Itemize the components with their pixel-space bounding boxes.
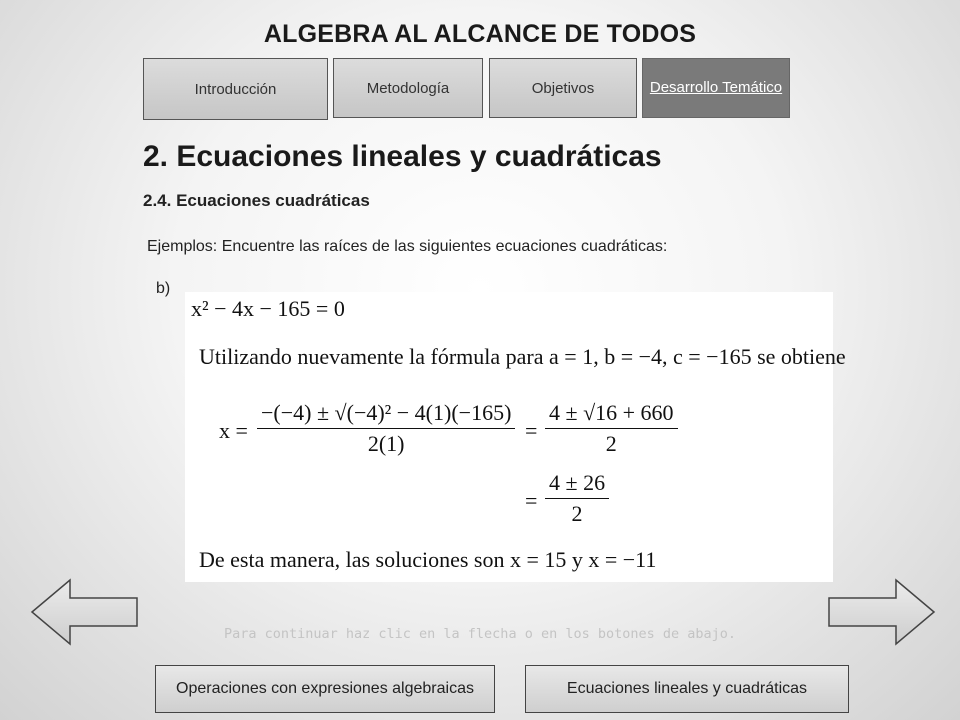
tab-introduccion[interactable]: Introducción [143, 58, 328, 120]
equals-sign: = [525, 488, 538, 513]
fraction-numerator: 4 ± √16 + 660 [549, 400, 674, 425]
tab-metodologia[interactable]: Metodología [333, 58, 483, 118]
page-title: ALGEBRA AL ALCANCE DE TODOS [263, 20, 697, 48]
fraction-numerator: −(−4) ± √(−4)² − 4(1)(−165) [261, 400, 512, 425]
fraction-result [545, 470, 609, 527]
quadratic-equation: x² − 4x − 165 = 0 [191, 296, 345, 321]
section-subheading: 2.4. Ecuaciones cuadráticas [143, 191, 370, 210]
prev-topic-button[interactable]: Operaciones con expresiones algebraicas [155, 665, 495, 713]
math-solution-panel [185, 292, 846, 582]
fraction-quadratic-formula [257, 400, 515, 457]
item-label: b) [156, 280, 171, 297]
fraction-denominator: 2 [605, 431, 617, 456]
solutions-statement: De esta manera, las soluciones son x = 15 y x = −11 [199, 547, 657, 572]
fraction-numerator: 4 ± 26 [549, 470, 606, 495]
formula-statement: Utilizando nuevamente la fórmula para a = 1, b = −4, c = −165 se obtiene [199, 344, 846, 369]
section-heading: 2. Ecuaciones lineales y cuadráticas [143, 140, 662, 173]
instruction-text: Ejemplos: Encuentre las raíces de las siguientes ecuaciones cuadráticas: [147, 238, 668, 255]
next-topic-button[interactable]: Ecuaciones lineales y cuadráticas [525, 665, 849, 713]
fraction-simplified [545, 400, 678, 457]
x-equals: x = [219, 418, 248, 443]
equals-sign: = [525, 418, 538, 443]
continue-hint: Para continuar haz clic en la flecha o en los botones de abajo. [223, 626, 737, 642]
tab-objetivos[interactable]: Objetivos [489, 58, 637, 118]
fraction-denominator: 2 [571, 501, 583, 526]
fraction-denominator: 2(1) [367, 431, 405, 456]
tab-desarrollo-tematico[interactable]: Desarrollo Temático [642, 58, 790, 118]
